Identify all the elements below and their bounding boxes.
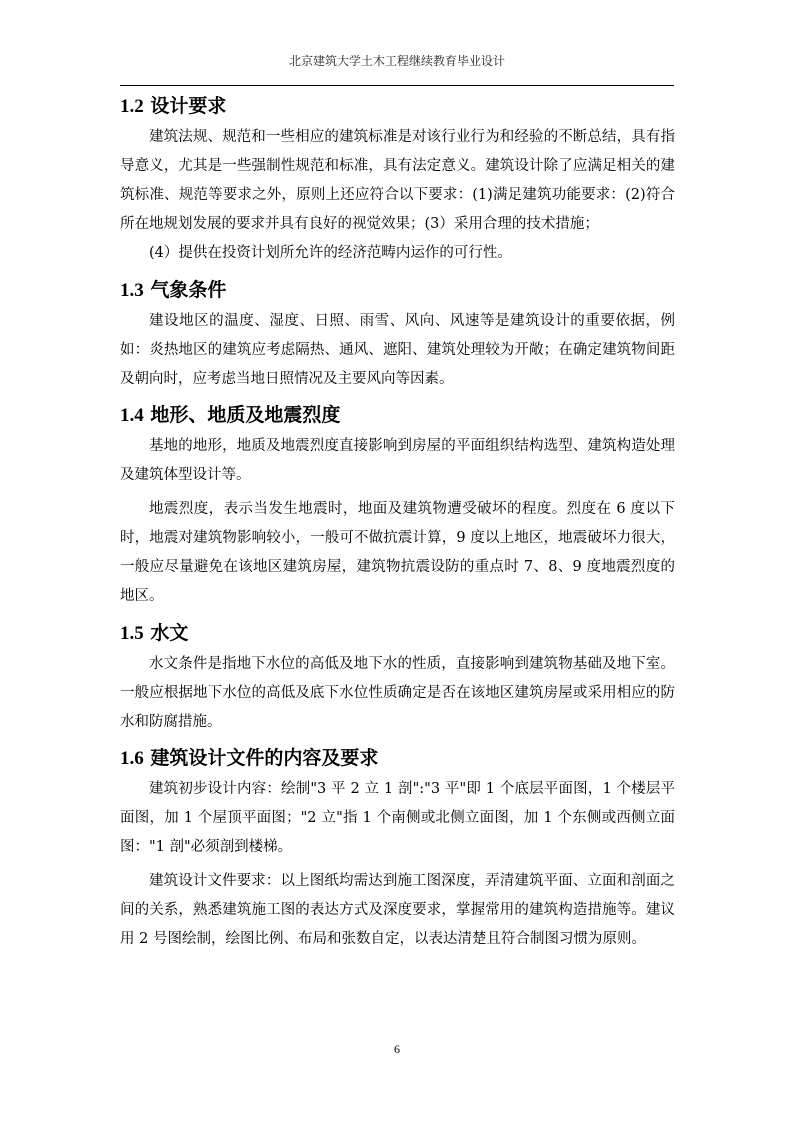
section-number: 1.4 (120, 405, 144, 426)
section-heading (120, 274, 675, 307)
section-number: 1.5 (120, 623, 144, 644)
section-1-2 (120, 90, 675, 268)
section-1-4 (120, 399, 675, 611)
section-title: 设计要求 (150, 95, 227, 117)
paragraph: 建筑初步设计内容：绘制"3 平 2 立 1 剖":"3 平"即 1 个底层平面图，1 个楼层平面图，加 1 个屋顶平面图；"2 立"指 1 个南侧或北侧立面图，加 1 个东侧或西侧立面图："1 剖"必须剖到楼梯。 (120, 781, 675, 855)
paragraph: 水文条件是指地下水位的高低及地下水的性质，直接影响到建筑物基础及地下室。一般应根据地下水位的高低及底下水位性质确定是否在该地区建筑房屋或采用相应的防水和防腐措施。 (120, 656, 675, 730)
section-title: 气象条件 (150, 279, 227, 301)
section-heading (120, 399, 675, 432)
document-body (120, 90, 675, 954)
section-title: 地形、地质及地震烈度 (150, 404, 341, 426)
paragraph: 建筑设计文件要求：以上图纸均需达到施工图深度，弄清建筑平面、立面和剖面之间的关系，熟悉建筑施工图的表达方式及深度要求，掌握常用的建筑构造措施等。建议用 2 号图绘制，绘图比例、布局和张数自定，以表达清楚且符合制图习惯为原则。 (120, 873, 675, 947)
section-title: 建筑设计文件的内容及要求 (150, 747, 379, 769)
paragraph: 建设地区的温度、湿度、日照、雨雪、风向、风速等是建筑设计的重要依据，例如：炎热地区的建筑应考虑隔热、通风、遮阳、建筑处理较为开敞；在确定建筑物间距及朝向时，应考虑当地日照情况及主要风向等因素。 (120, 313, 675, 387)
section-heading (120, 742, 675, 775)
header-rule (120, 85, 674, 86)
section-heading (120, 617, 675, 650)
section-number: 1.2 (120, 96, 144, 117)
section-1-6 (120, 742, 675, 954)
section-number: 1.6 (120, 748, 144, 769)
paragraph: 基地的地形，地质及地震烈度直接影响到房屋的平面组织结构选型、建筑构造处理及建筑体型设计等。 (120, 438, 675, 483)
paragraph: (4）提供在投资计划所允许的经济范畴内运作的可行性。 (149, 245, 512, 261)
section-heading (120, 90, 675, 123)
page-header: 北京建筑大学土木工程继续教育毕业设计 (288, 54, 505, 68)
section-1-5 (120, 617, 675, 737)
section-title: 水文 (150, 622, 189, 644)
paragraph: 建筑法规、规范和一些相应的建筑标准是对该行业行为和经验的不断总结，具有指导意义，尤其是一些强制性规范和标准，具有法定意义。建筑设计除了应满足相关的建筑标准、规范等要求之外，原则上还应符合以下要求：(1)满足建筑功能要求：(2)符合所在地规划发展的要求并具有良好的视觉效果；(3）采用合理的技术措施； (120, 129, 675, 232)
section-number: 1.3 (120, 280, 144, 301)
paragraph: 地震烈度，表示当发生地震时，地面及建筑物遭受破坏的程度。烈度在 6 度以下时，地震对建筑物影响较小，一般可不做抗震计算，9 度以上地区，地震破坏力很大，一般应尽量避免在该地区建筑房屋，建筑物抗震设防的重点时 7、8、9 度地震烈度的地区。 (120, 501, 675, 604)
page-number: 6 (394, 1042, 400, 1056)
section-1-3 (120, 274, 675, 394)
